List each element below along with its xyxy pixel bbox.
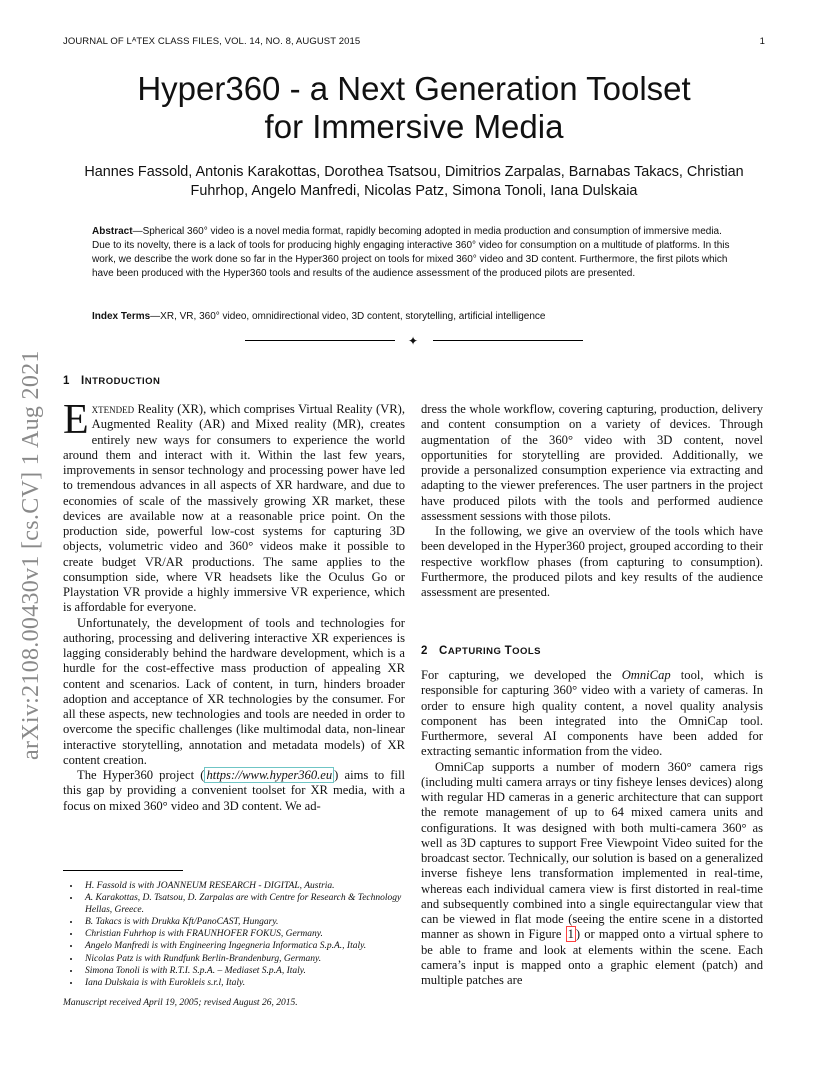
footnote-item: • Simona Tonoli is with R.T.I. S.p.A. – Mediaset S.p.A, Italy. (81, 965, 408, 977)
index-terms (92, 310, 736, 324)
authors-line-1: Hannes Fassold, Antonis Karakottas, Dorothea Tsatsou, Dimitrios Zarpalas, Barnabas Takacs, Christian (84, 164, 744, 180)
footnote-item: • Iana Dulskaia is with Eurokleis s.r.l, Italy. (81, 977, 408, 989)
title-line-2: for Immersive Media (264, 108, 564, 145)
figure-reference-link[interactable]: 1 (567, 927, 574, 942)
diamond-icon: ✦ (408, 334, 419, 348)
index-terms-text: —XR, VR, 360° video, omnidirectional video, 3D content, storytelling, artificial intelligence (150, 311, 546, 322)
arxiv-stamp: arXiv:2108.00430v1 [cs.CV] 1 Aug 2021 (18, 350, 44, 760)
footnotes (63, 880, 408, 1009)
manuscript-note: Manuscript received April 19, 2005; revised August 26, 2015. (63, 997, 298, 1008)
section-divider (245, 335, 583, 347)
index-terms-label: Index Terms (92, 311, 151, 322)
left-column (63, 397, 405, 814)
page-number: 1 (759, 36, 765, 47)
intro-paragraph-4: dress the whole workflow, covering capturing, production, delivery and content consumption on a variety of devices. Through augmentation of the 360° video with 3D content, novel opportunities for storytelling are provided. Additionally, we provide a personalized consumption experience via extracting and adapting to the viewer preferences. The user partners in the project have produced pilots with the tools and performed audience assessment sessions with those pilots. (421, 402, 763, 523)
authors-line-2: Fuhrhop, Angelo Manfredi, Nicolas Patz, Simona Tonoli, Iana Dulskaia (190, 183, 638, 199)
intro-paragraph-3: The Hyper360 project ( https://www.hyper360.eu ) aims to fill this gap by providing a convenient toolset for XR media, with a focus on mixed 360° video and 3D content. We ad- (63, 768, 405, 813)
abstract-label: Abstract (92, 226, 133, 237)
divider-line-left (245, 340, 395, 341)
author-list (63, 163, 765, 201)
abstract-text: —Spherical 360° video is a novel media format, rapidly becoming adopted in media production and consumption of immersive media. Due to its novelty, there is a lack of tools for producing highly engaging interactive 360° video for consumption on a multitude of platforms. In this work, we describe the work done so far in the Hyper360 project on tools for mixed 360° video and 3D content. Furthermore, the first pilots which have been produced with the Hyper360 tools and results of the audience assessment of the produced pilots are presented. (92, 226, 730, 279)
paper-title (63, 70, 765, 146)
intro-paragraph-5: In the following, we give an overview of the tools which have been developed in the Hyper360 project, grouped according to their respective workflow phases (from capturing to consumption). Furthermore, the produced pilots and key results of the audience assessment are presented. (421, 524, 763, 599)
intro-paragraph-2: Unfortunately, the development of tools and technologies for authoring, processing and delivering interactive XR experiences is lagging considerably behind the hardware development, which is a hurdle for the cost-effective mass production of appealing XR content and scenarios. Lack of content, in turn, hinders broader adoption and acceptance of XR technologies by the consumer. For all these aspects, new technologies and tools are needed in order to overcome the specific challenges (like multimodal data, non-linear interactive storytelling, annotation and metadata models) of XR content creation. (63, 615, 405, 767)
footnote-item: • H. Fassold is with JOANNEUM RESEARCH - DIGITAL, Austria. (81, 880, 408, 892)
journal-name: JOURNAL OF LᴬTEX CLASS FILES, VOL. 14, NO. 8, AUGUST 2015 (63, 36, 361, 47)
running-header (63, 36, 765, 47)
footnote-item: • Angelo Manfredi is with Engineering Ingegneria Informatica S.p.A., Italy. (81, 940, 408, 952)
divider-line-right (433, 340, 583, 341)
section-number: 1 (63, 375, 70, 387)
abstract (92, 225, 736, 281)
affiliation-list (63, 880, 408, 989)
footnote-item: • A. Karakottas, D. Tsatsou, D. Zarpalas are with Centre for Research & Technology Hellas, Greece. (81, 892, 408, 916)
project-website-link[interactable]: https://www.hyper360.eu (206, 768, 333, 782)
tool-name: OmniCap (621, 668, 671, 682)
title-line-1: Hyper360 - a Next Generation Toolset (137, 70, 691, 107)
right-column (421, 402, 763, 600)
capturing-paragraph-1: For capturing, we developed the OmniCap tool, which is responsible for capturing 360° video with a variety of cameras. In order to ensure high quality content, a novel quality analysis component has been integrated into the OmniCap tool. Furthermore, several AI components have been added for extracting semantic information from the video. (421, 668, 763, 759)
section-heading-capturing-tools: 2 CAPTURING TOOLS (421, 645, 542, 657)
section-number: 2 (421, 645, 428, 657)
footnote-item: • Nicolas Patz is with Rundfunk Berlin-Brandenburg, Germany. (81, 953, 408, 965)
footnote-item: • Christian Fuhrhop is with FRAUNHOFER FOKUS, Germany. (81, 928, 408, 940)
capturing-text (421, 668, 763, 988)
footnote-rule (63, 870, 183, 871)
capturing-paragraph-2: OmniCap supports a number of modern 360° camera rigs (including multi camera arrays or tiny fisheye lenses devices) along with regular HD cameras in a generic architecture that can support the remote management of up to 64 mixed camera units and configurations. It was designed with both multi-camera 360° as well as 3D captures to support Free Viewpoint Video suited for the broadcast sector. Technically, our solution is based on a generalized inverse fisheye lens transformation implemented in real-time, whereas each individual camera view is first distorted in real-time and subsequently combined into a single equirectangular view that can be viewed in flat mode (seeing the entire scene in a distorted manner as shown in Figure 1 ) or mapped onto a virtual sphere to be able to frame and look at elements within the scene. Each camera’s input is mapped onto a graphic element (patch) and multiple patches are (421, 759, 763, 987)
footnote-item: • B. Takacs is with Drukka Kft/PanoCAST, Hungary. (81, 916, 408, 928)
intro-paragraph-1: Extended Reality (XR), which comprises Virtual Reality (VR), Augmented Reality (AR) and Mixed reality (MR), creates entirely new ways for consumers to experience the world around them and interact with it. Within the last few years, improvements in sensor technology and processing power have led to tremendous advances in all aspects of XR hardware, and due to economies of scale of the massively growing XR market, these devices are available now at a reasonable price point. On the production side, powerful low-cost systems for capturing 3D objects, volumetric video and 360° videos make it possible to create budget VR/AR productions. The same applies to the consumption side, where VR headsets like the Oculus Go or Playstation VR provide a highly immersive VR experience, which is affordable for everyone. (63, 397, 405, 615)
section-heading-introduction: 1 INTRODUCTION (63, 375, 161, 387)
drop-cap: E (63, 397, 89, 443)
